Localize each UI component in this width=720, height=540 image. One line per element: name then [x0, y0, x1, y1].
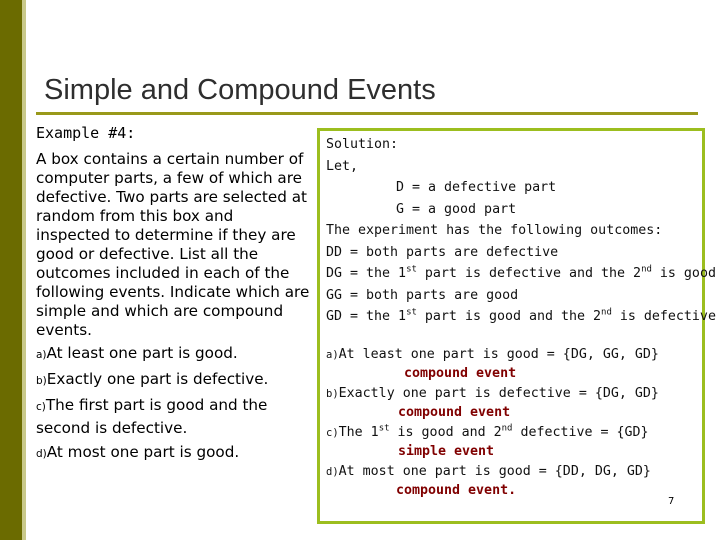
outcome-gd [326, 306, 716, 328]
outcome-gg: GG = both parts are good [326, 287, 519, 303]
answer-b-event-type: compound event [398, 405, 511, 420]
question-label: d) [36, 448, 47, 460]
solution-panel [326, 134, 716, 501]
answer-text: At most one part is good = {DD, DG, GD} [338, 463, 651, 479]
title-underline [36, 112, 698, 115]
answer-b [326, 384, 706, 404]
solution-heading: Solution: [326, 137, 399, 152]
answer-c [326, 423, 706, 443]
answer-c-pre: The 1 [338, 424, 379, 440]
ordinal-suffix: nd [641, 264, 652, 275]
sidebar-bar [0, 0, 22, 540]
question-label: a) [36, 349, 47, 361]
answer-text: Exactly one part is defective = {DG, GD} [338, 385, 659, 401]
answer-text: At least one part is good = {DG, GG, GD} [338, 346, 659, 362]
ordinal-suffix: nd [501, 423, 513, 434]
answer-d [326, 462, 706, 482]
ordinal-suffix: st [378, 423, 390, 434]
question-item-c [36, 395, 312, 439]
definition-g: G = a good part [396, 201, 517, 217]
question-text: At least one part is good. [46, 344, 238, 362]
question-text: At most one part is good. [46, 443, 240, 461]
question-item-a [36, 343, 312, 366]
outcome-gd-pre: GD = the 1 [326, 309, 407, 324]
outcome-dd: DD = both parts are defective [326, 244, 559, 260]
answer-label: d) [326, 465, 339, 478]
outcome-dg-post: is good [651, 266, 716, 281]
ordinal-suffix: nd [601, 307, 612, 318]
answer-a-event-type: compound event [404, 366, 517, 381]
example-panel [36, 124, 312, 465]
ordinal-suffix: st [406, 307, 417, 318]
question-item-d [36, 442, 312, 465]
sidebar-accent [22, 0, 26, 540]
example-heading: Example #4: [36, 124, 136, 142]
answer-d-event-type: compound event. [396, 483, 517, 498]
experiment-line: The experiment has the following outcomes: [326, 223, 663, 238]
answer-c-event-type: simple event [398, 444, 495, 459]
outcome-dg-pre: DG = the 1 [326, 266, 407, 281]
question-label: b) [36, 375, 47, 387]
definition-d: D = a defective part [396, 180, 557, 195]
page-number: 7 [668, 496, 675, 507]
question-text: Exactly one part is defective. [46, 370, 269, 388]
outcome-gd-mid: part is good and the 2 [416, 309, 602, 324]
answer-a [326, 345, 706, 365]
answer-label: a) [326, 348, 339, 361]
outcome-gd-post: is defective [611, 309, 716, 324]
outcome-dg-mid: part is defective and the 2 [416, 266, 642, 281]
answer-c-mid: is good and 2 [389, 424, 502, 440]
answer-label: b) [326, 387, 339, 400]
answer-c-post: defective = {GD} [512, 424, 649, 440]
question-text: The first part is good and the second is defective. [36, 396, 268, 437]
let-line: Let, [326, 158, 359, 174]
slide-title: Simple and Compound Events [44, 74, 436, 106]
ordinal-suffix: st [406, 264, 417, 275]
question-label: c) [36, 401, 46, 413]
question-item-b [36, 369, 312, 392]
outcome-dg [326, 263, 716, 285]
answer-label: c) [326, 426, 339, 439]
problem-text: A box contains a certain number of computer parts, a few of which are defective. Two parts are selected at random from this box and inspected to determine if they are good or defective. List all the outcomes included in each of the following events. Indicate which are simple and which are compound events. [36, 150, 310, 339]
